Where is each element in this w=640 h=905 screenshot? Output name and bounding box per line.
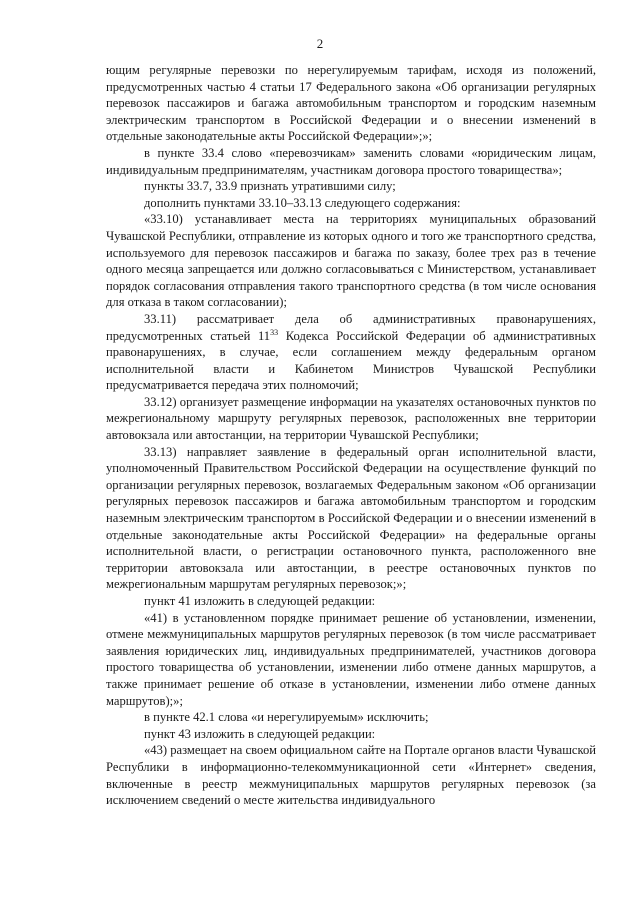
paragraph: 33.12) организует размещение информации на указателях остановочных пунктов по межрегиональному маршруту регулярных перевозок, расположенных вне территории автовокзала или автостанции, на территории Чувашской Республики; <box>106 394 596 443</box>
paragraph: «43) размещает на своем официальном сайте на Портале органов власти Чувашской Республики в информационно-телекоммуникационной сети «Интернет» сведения, включенные в реестр межмуниципальных маршрутов регулярных перевозок (за исключением сведений о месте жительства индивидуального <box>106 743 596 808</box>
paragraph <box>106 311 596 394</box>
paragraph: «41) в установленном порядке принимает решение об установлении, изменении, отмене межмуниципальных маршрутов регулярных перевозок (в том числе рассматривает заявления юридических лиц, индивидуальных предпринимателей, участников договора простого товарищества об установлении, изменении либо отмене данных маршрутов, а также принимает решение об отказе в установлении, изменении либо отмене данных маршрутов);»; <box>106 610 596 708</box>
paragraph: пункты 33.7, 33.9 признать утратившими силу; <box>144 179 396 194</box>
paragraph: «33.10) устанавливает места на территориях муниципальных образований Чувашской Республики, отправление из которых одного и того же транспортного средства, используемого для перевозок пассажиров и багажа по заказу, более трех раз в течение одного месяца запрещается или должно согласовываться с Министерством, устанавливает порядок согласования отправления такого транспортного средства (в том числе основания для отказа в таком согласовании); <box>106 212 596 310</box>
paragraph-text: 33.11) рассматривает дела об административных правонарушениях, предусмотренных статьей 11 <box>106 311 596 343</box>
paragraph: дополнить пунктами 33.10–33.13 следующего содержания: <box>144 195 461 210</box>
paragraph: ющим регулярные перевозки по нерегулируемым тарифам, исходя из положений, предусмотренных частью 4 статьи 17 Федерального закона «Об организации регулярных перевозок пассажиров и багажа автомобильным транспортом и городским наземным электрическим транспортом в Российской Федерации и о внесении изменений в отдельные законодательные акты Российской Федерации»;»; <box>106 63 596 144</box>
paragraph: пункт 41 изложить в следующей редакции: <box>144 594 376 608</box>
page-number: 2 <box>316 36 324 51</box>
document-body <box>106 62 596 809</box>
superscript: 33 <box>270 327 279 337</box>
paragraph: в пункте 42.1 слова «и нерегулируемым» исключить; <box>144 710 429 725</box>
paragraph: в пункте 33.4 слово «перевозчикам» заменить словами «юридическим лицам, индивидуальным предпринимателям, участникам договора простого товарищества»; <box>106 145 596 177</box>
paragraph: 33.13) направляет заявление в федеральный орган исполнительной власти, уполномоченный Правительством Российской Федерации на осуществление функций по организации регулярных перевозок, возлагаемых Федеральным законом «Об организации регулярных перевозок пассажиров и багажа автомобильным транспортом и городским наземным электрическим транспортом в Российской Федерации и о внесении изменений в отдельные законодательные акты Российской Федерации» на федеральные органы исполнительной власти, о регистрации остановочного пункта, расположенного вне территории автовокзала или автостанции, в реестре остановочных пунктов по межрегиональным маршрутам регулярных перевозок;»; <box>106 444 596 592</box>
paragraph: пункт 43 изложить в следующей редакции: <box>144 726 376 741</box>
paragraph-text: Кодекса Российской Федерации об административных правонарушениях, в случае, если соглашением между федеральным органом исполнительной власти и Кабинетом Министров Чувашской Республики предусматривается передача этих полномочий; <box>106 328 596 393</box>
